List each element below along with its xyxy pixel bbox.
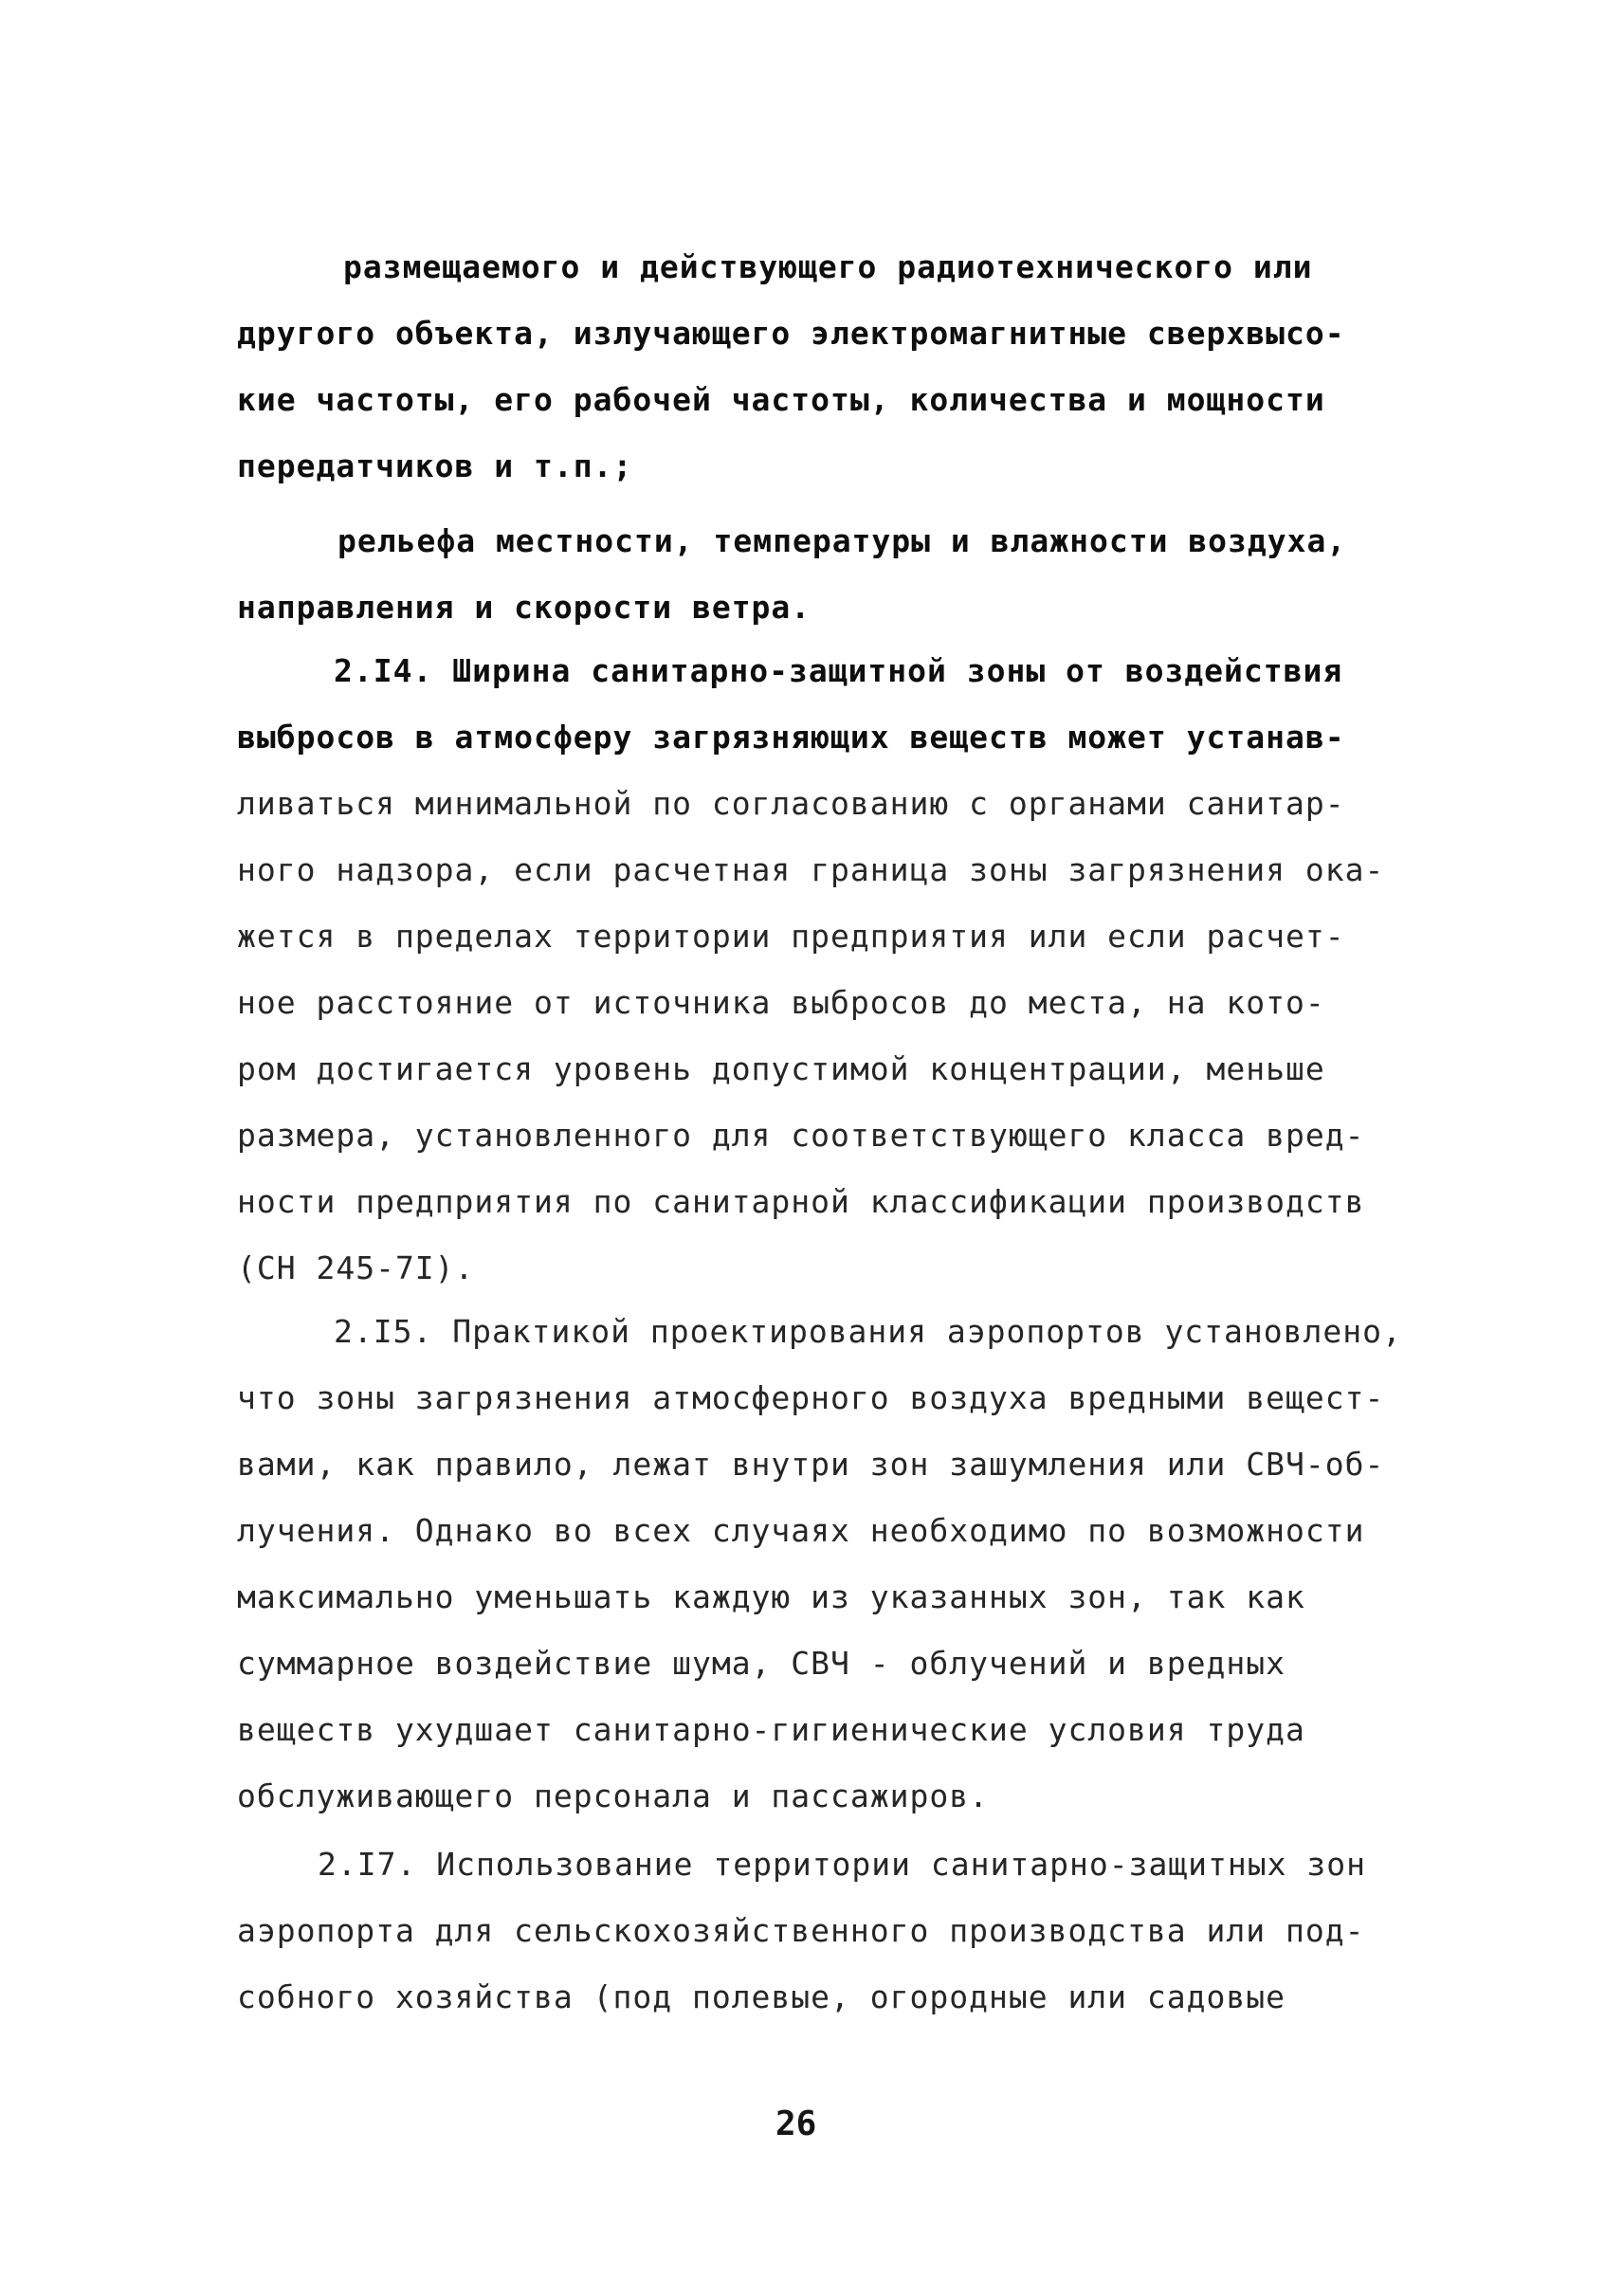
text-line: ного надзора, если расчетная граница зоны загрязнения ока- <box>237 851 1385 888</box>
text-line: что зоны загрязнения атмосферного воздуха вредными вещест- <box>237 1379 1385 1416</box>
section-heading-line: 2.I4. Ширина санитарно-защитной зоны от воздействия <box>334 652 1343 689</box>
text-line: ром достигается уровень допустимой концентрации, меньше <box>237 1050 1325 1087</box>
section-heading-line: 2.I5. Практикой проектирования аэропортов установлено, <box>334 1313 1402 1350</box>
text-line: другого объекта, излучающего электромагнитные сверхвысо- <box>237 315 1345 352</box>
text-line: собного хозяйства (под полевые, огородные или садовые <box>237 1978 1286 2015</box>
text-line: ливаться минимальной по согласованию с органами санитар- <box>237 785 1345 822</box>
text-line: лучения. Однако во всех случаях необходимо по возможности <box>237 1512 1365 1549</box>
text-line: веществ ухудшает санитарно-гигиенические условия труда <box>237 1711 1305 1748</box>
text-line: максимально уменьшать каждую из указанных зон, так как <box>237 1578 1305 1615</box>
text-line: передатчиков и т.п.; <box>237 447 633 484</box>
text-line: рельефа местности, температуры и влажности воздуха, <box>337 522 1347 559</box>
section-heading-line: 2.I7. Использование территории санитарно-защитных зон <box>318 1846 1366 1883</box>
text-line: размера, установленного для соответствующего класса вред- <box>237 1117 1365 1154</box>
text-line: аэропорта для сельскохозяйственного производства или под- <box>237 1912 1365 1949</box>
text-line: ное расстояние от источника выбросов до места, на кото- <box>237 984 1325 1021</box>
text-line: вами, как правило, лежат внутри зон зашумления или СВЧ-об- <box>237 1446 1385 1483</box>
text-line: ности предприятия по санитарной классификации производств <box>237 1183 1365 1220</box>
text-line: направления и скорости ветра. <box>237 589 812 626</box>
text-line: суммарное воздействие шума, СВЧ - облучений и вредных <box>237 1645 1286 1682</box>
text-line: жется в пределах территории предприятия или если расчет- <box>237 918 1345 955</box>
text-line: выбросов в атмосферу загрязняющих веществ может устанав- <box>237 719 1345 756</box>
text-line: кие частоты, его рабочей частоты, количества и мощности <box>237 381 1325 418</box>
page-number: 26 <box>775 2105 817 2143</box>
text-line: обслуживающего персонала и пассажиров. <box>237 1777 989 1814</box>
text-line: размещаемого и действующего радиотехнического или <box>343 248 1313 285</box>
text-line: (СН 245-7I). <box>237 1249 475 1286</box>
